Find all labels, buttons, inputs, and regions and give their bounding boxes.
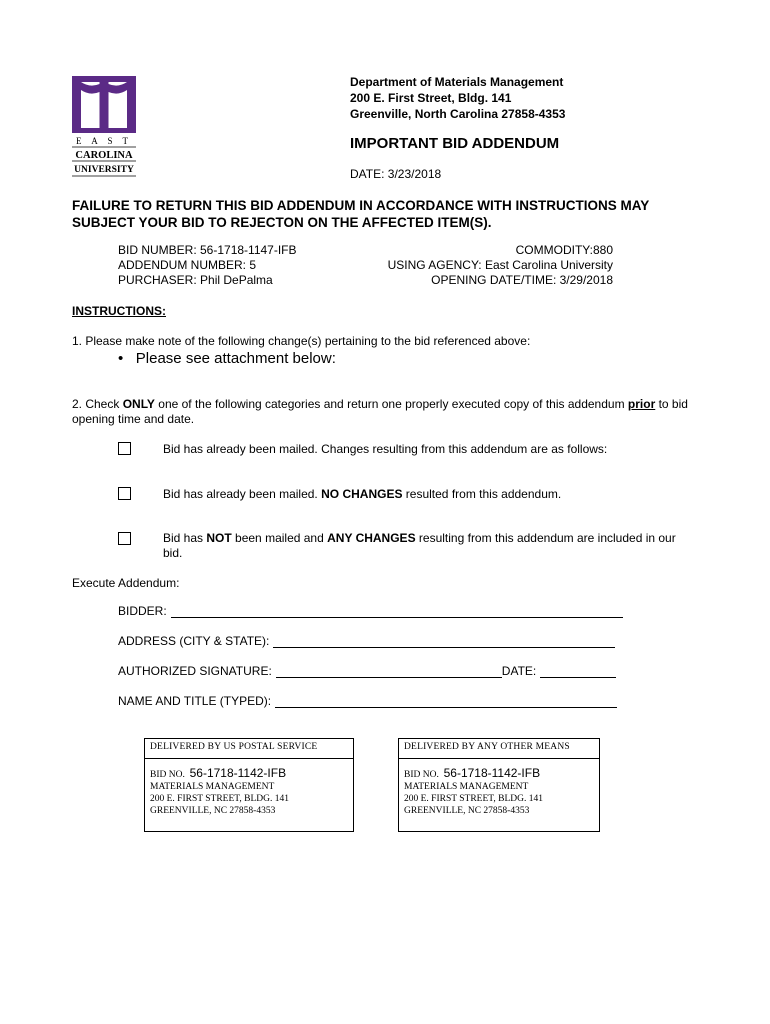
bullet-icon: • [118, 350, 124, 367]
document-title: IMPORTANT BID ADDENDUM [350, 135, 560, 152]
bidder-field[interactable]: BIDDER: [118, 604, 623, 618]
bid-info-left [118, 243, 297, 288]
commodity: COMMODITY:880 [515, 243, 613, 257]
signature-field[interactable]: AUTHORIZED SIGNATURE: DATE: [118, 664, 616, 678]
svg-text:CAROLINA: CAROLINA [75, 150, 133, 161]
date-line[interactable] [540, 665, 616, 678]
name-title-field[interactable]: NAME AND TITLE (TYPED): [118, 694, 617, 708]
option-1-label: Bid has already been mailed. Changes resulting from this addendum are as follows: [163, 442, 608, 456]
purchaser: PURCHASER: Phil DePalma [118, 273, 273, 287]
instructions-heading: INSTRUCTIONS: [72, 304, 166, 318]
warning-notice: FAILURE TO RETURN THIS BID ADDENDUM IN ACCORDANCE WITH INSTRUCTIONS MAY SUBJECT YOUR BID TO REJECTON ON THE AFFECTED ITEM(S). [72, 198, 650, 230]
department-city: Greenville, North Carolina 27858-4353 [350, 107, 566, 121]
mail-box-heading: DELIVERED BY ANY OTHER MEANS [404, 742, 570, 752]
using-agency: USING AGENCY: East Carolina University [387, 258, 613, 272]
execute-addendum-label: Execute Addendum: [72, 576, 180, 590]
bidder-line[interactable] [171, 605, 623, 618]
ecu-logo [70, 74, 138, 180]
option-3-checkbox[interactable] [118, 532, 131, 545]
option-1-checkbox[interactable] [118, 442, 131, 455]
mail-box-heading: DELIVERED BY US POSTAL SERVICE [150, 742, 318, 752]
department-name: Department of Materials Management [350, 75, 564, 89]
mail-box-other: DELIVERED BY ANY OTHER MEANS BID NO. 56-1718-1142-IFB MATERIALS MANAGEMENT 200 E. FIRST STREET, BLDG. 141 GREENVILLE, NC 27858-4353 [398, 738, 600, 832]
opening-date: OPENING DATE/TIME: 3/29/2018 [431, 273, 613, 287]
instruction-item-1: 1. Please make note of the following change(s) pertaining to the bid referenced above: [72, 334, 531, 348]
address-line[interactable] [273, 635, 615, 648]
bid-number: BID NUMBER: 56-1718-1147-IFB [118, 243, 297, 257]
mail-box-bid-no: 56-1718-1142-IFB [443, 766, 541, 780]
option-3-label: Bid has NOT been mailed and ANY CHANGES resulting from this addendum are included in our bid. [163, 531, 676, 560]
option-2-checkbox[interactable] [118, 487, 131, 500]
attachment-note [118, 350, 336, 367]
svg-text:UNIVERSITY: UNIVERSITY [74, 165, 134, 175]
bid-info-right [388, 243, 613, 288]
name-title-line[interactable] [275, 695, 617, 708]
addendum-number: ADDENDUM NUMBER: 5 [118, 258, 257, 272]
department-street: 200 E. First Street, Bldg. 141 [350, 91, 512, 105]
department-address [350, 74, 565, 122]
mail-box-bid-no: 56-1718-1142-IFB [189, 766, 287, 780]
addendum-date: DATE: 3/23/2018 [350, 167, 442, 181]
address-field[interactable]: ADDRESS (CITY & STATE): [118, 634, 615, 648]
signature-line[interactable] [276, 665, 502, 678]
option-2-label: Bid has already been mailed. NO CHANGES resulted from this addendum. [163, 487, 562, 501]
mail-box-postal: DELIVERED BY US POSTAL SERVICE BID NO. 56-1718-1142-IFB MATERIALS MANAGEMENT 200 E. FIRST STREET, BLDG. 141 GREENVILLE, NC 27858-4353 [144, 738, 354, 832]
instruction-item-2: 2. Check ONLY one of the following categories and return one properly executed copy of this addendum prior to bid opening time and date. [72, 397, 688, 426]
attachment-text: Please see attachment below: [135, 350, 336, 367]
svg-text:E A S T: E A S T [75, 136, 133, 146]
